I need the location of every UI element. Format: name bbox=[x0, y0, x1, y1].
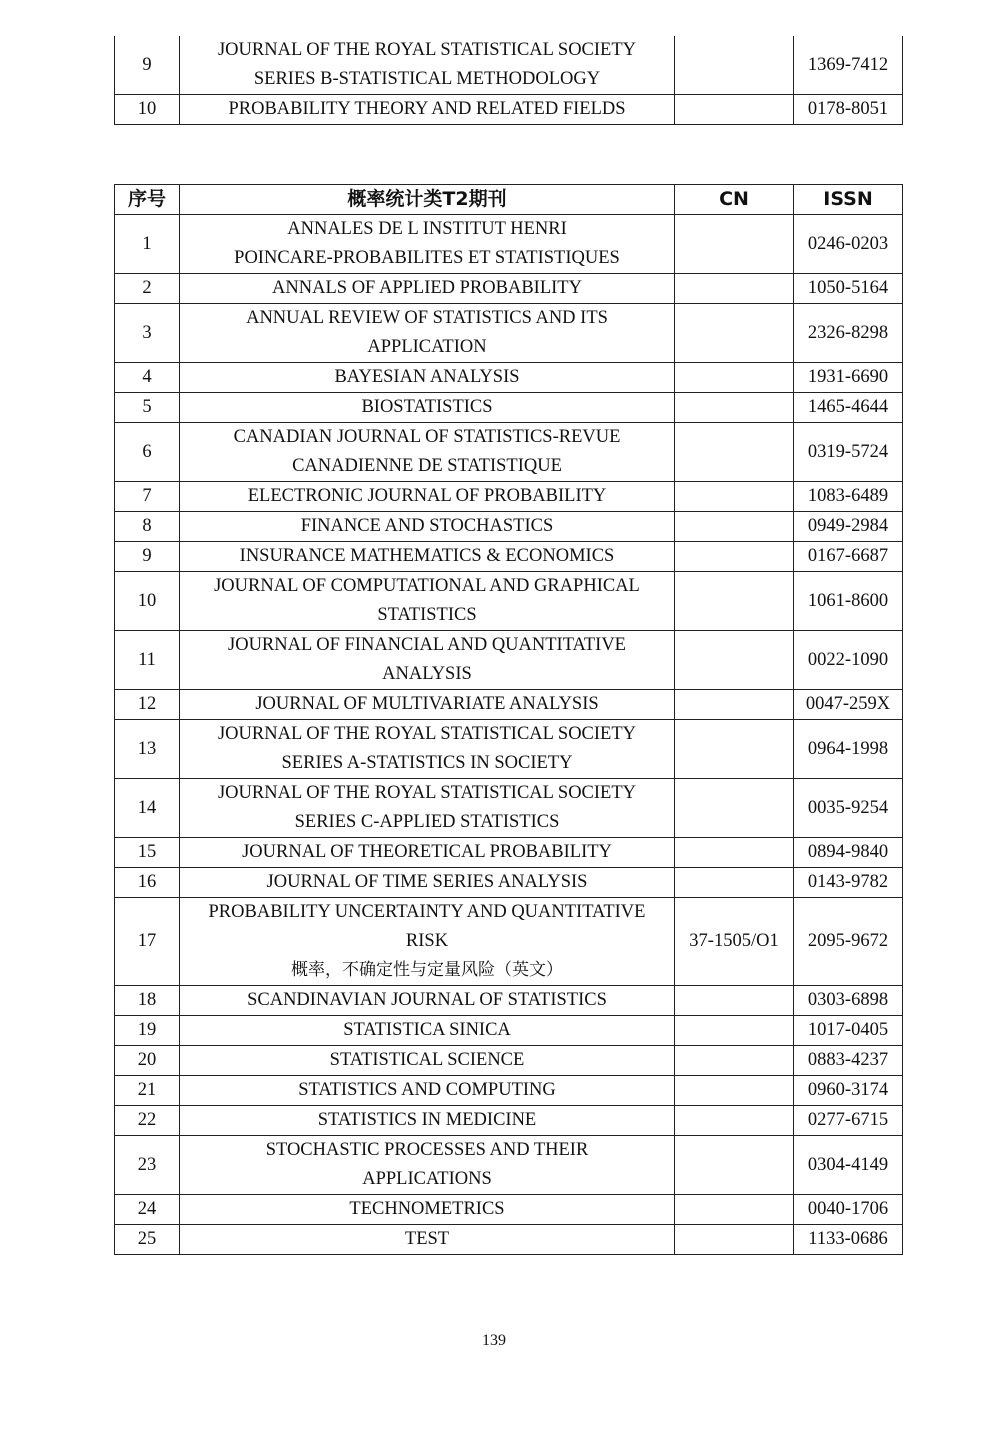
header-no: 序号 bbox=[115, 185, 180, 215]
table-row bbox=[115, 1046, 903, 1076]
row-number: 5 bbox=[115, 393, 180, 423]
journal-issn: 0319-5724 bbox=[794, 423, 903, 482]
journal-title-line: PROBABILITY THEORY AND RELATED FIELDS bbox=[228, 99, 626, 119]
table-row bbox=[115, 512, 903, 542]
journal-cn bbox=[675, 423, 794, 482]
table-row bbox=[115, 363, 903, 393]
journal-issn: 1061-8600 bbox=[794, 572, 903, 631]
row-number: 23 bbox=[115, 1136, 180, 1195]
journal-title bbox=[180, 1195, 675, 1225]
journal-issn: 0960-3174 bbox=[794, 1076, 903, 1106]
table-row bbox=[115, 838, 903, 868]
journal-title-line: STATISTICAL SCIENCE bbox=[329, 1050, 525, 1070]
table-row bbox=[115, 304, 903, 363]
journal-cn bbox=[675, 986, 794, 1016]
table-row bbox=[115, 482, 903, 512]
table-row bbox=[115, 393, 903, 423]
row-number: 18 bbox=[115, 986, 180, 1016]
row-number: 16 bbox=[115, 868, 180, 898]
journal-title-line: JOURNAL OF FINANCIAL AND QUANTITATIVE bbox=[228, 635, 626, 655]
journal-title-line: JOURNAL OF THE ROYAL STATISTICAL SOCIETY bbox=[217, 40, 637, 60]
row-number: 21 bbox=[115, 1076, 180, 1106]
t2-journal-table bbox=[114, 184, 903, 1255]
journal-title-line: SERIES B-STATISTICAL METHODOLOGY bbox=[253, 69, 601, 89]
journal-title-line: POINCARE-PROBABILITES ET STATISTIQUES bbox=[234, 248, 620, 268]
journal-cn bbox=[675, 1076, 794, 1106]
journal-title-line: INSURANCE MATHEMATICS & ECONOMICS bbox=[239, 546, 615, 566]
journal-cn bbox=[675, 1046, 794, 1076]
journal-issn: 0303-6898 bbox=[794, 986, 903, 1016]
journal-title-line: FINANCE AND STOCHASTICS bbox=[300, 516, 554, 536]
journal-issn: 0047-259X bbox=[794, 690, 903, 720]
journal-cn bbox=[675, 363, 794, 393]
journal-title bbox=[180, 36, 675, 95]
table-row bbox=[115, 720, 903, 779]
journal-title-line: 概率，不确定性与定量风险（英文） bbox=[291, 960, 563, 980]
table-row bbox=[115, 1076, 903, 1106]
table-row bbox=[115, 215, 903, 274]
row-number: 6 bbox=[115, 423, 180, 482]
journal-issn: 1931-6690 bbox=[794, 363, 903, 393]
journal-cn bbox=[675, 720, 794, 779]
journal-title bbox=[180, 95, 675, 125]
journal-cn bbox=[675, 215, 794, 274]
journal-title bbox=[180, 986, 675, 1016]
journal-title-line: ANNALS OF APPLIED PROBABILITY bbox=[272, 278, 582, 298]
journal-title-line: BAYESIAN ANALYSIS bbox=[334, 367, 520, 387]
journal-title bbox=[180, 1016, 675, 1046]
journal-issn: 0246-0203 bbox=[794, 215, 903, 274]
row-number: 22 bbox=[115, 1106, 180, 1136]
table-row bbox=[115, 1225, 903, 1255]
table-row bbox=[115, 36, 903, 95]
journal-title-line: PROBABILITY UNCERTAINTY AND QUANTITATIVE bbox=[208, 902, 646, 922]
journal-title bbox=[180, 720, 675, 779]
journal-title bbox=[180, 1076, 675, 1106]
journal-title-line: JOURNAL OF MULTIVARIATE ANALYSIS bbox=[255, 694, 599, 714]
journal-title bbox=[180, 631, 675, 690]
journal-cn bbox=[675, 779, 794, 838]
header-issn: ISSN bbox=[794, 185, 903, 215]
table-row bbox=[115, 1106, 903, 1136]
journal-title-line: JOURNAL OF THE ROYAL STATISTICAL SOCIETY bbox=[217, 783, 637, 803]
journal-cn bbox=[675, 393, 794, 423]
journal-title-line: STATISTICS bbox=[377, 605, 477, 625]
journal-cn bbox=[675, 838, 794, 868]
journal-issn: 0040-1706 bbox=[794, 1195, 903, 1225]
journal-issn: 0022-1090 bbox=[794, 631, 903, 690]
journal-issn: 0143-9782 bbox=[794, 868, 903, 898]
journal-cn bbox=[675, 304, 794, 363]
journal-title bbox=[180, 868, 675, 898]
journal-title bbox=[180, 898, 675, 986]
journal-cn bbox=[675, 512, 794, 542]
journal-cn bbox=[675, 1136, 794, 1195]
row-number: 14 bbox=[115, 779, 180, 838]
journal-title bbox=[180, 215, 675, 274]
row-number: 15 bbox=[115, 838, 180, 868]
journal-title bbox=[180, 363, 675, 393]
row-number: 10 bbox=[115, 95, 180, 125]
table-header-row bbox=[115, 185, 903, 215]
journal-cn bbox=[675, 572, 794, 631]
journal-title-line: TECHNOMETRICS bbox=[349, 1199, 505, 1219]
journal-title-line: BIOSTATISTICS bbox=[361, 397, 493, 417]
journal-issn: 0894-9840 bbox=[794, 838, 903, 868]
journal-issn: 1050-5164 bbox=[794, 274, 903, 304]
journal-title-line: SCANDINAVIAN JOURNAL OF STATISTICS bbox=[247, 990, 607, 1010]
table-row bbox=[115, 1195, 903, 1225]
table-row bbox=[115, 95, 903, 125]
table-row bbox=[115, 572, 903, 631]
continued-table-body bbox=[115, 36, 903, 125]
table-row bbox=[115, 1136, 903, 1195]
journal-title-line: CANADIAN JOURNAL OF STATISTICS-REVUE bbox=[233, 427, 621, 447]
journal-cn bbox=[675, 1195, 794, 1225]
journal-title bbox=[180, 779, 675, 838]
journal-cn bbox=[675, 1106, 794, 1136]
table-row bbox=[115, 690, 903, 720]
journal-cn bbox=[675, 36, 794, 95]
journal-title bbox=[180, 1225, 675, 1255]
journal-title-line: JOURNAL OF THEORETICAL PROBABILITY bbox=[242, 842, 612, 862]
journal-title-line: STATISTICS AND COMPUTING bbox=[298, 1080, 556, 1100]
row-number: 25 bbox=[115, 1225, 180, 1255]
row-number: 8 bbox=[115, 512, 180, 542]
header-title: 概率统计类T2期刊 bbox=[180, 185, 675, 215]
row-number: 2 bbox=[115, 274, 180, 304]
journal-title bbox=[180, 838, 675, 868]
table-row bbox=[115, 542, 903, 572]
journal-issn: 2326-8298 bbox=[794, 304, 903, 363]
table-row bbox=[115, 779, 903, 838]
journal-issn: 0277-6715 bbox=[794, 1106, 903, 1136]
journal-title bbox=[180, 393, 675, 423]
table-row bbox=[115, 986, 903, 1016]
journal-title-line: ANNALES DE L INSTITUT HENRI bbox=[287, 219, 567, 239]
journal-title-line: STOCHASTIC PROCESSES AND THEIR bbox=[265, 1140, 589, 1160]
journal-title bbox=[180, 274, 675, 304]
t2-table-body bbox=[115, 215, 903, 1255]
journal-issn: 0035-9254 bbox=[794, 779, 903, 838]
journal-title-line: ELECTRONIC JOURNAL OF PROBABILITY bbox=[247, 486, 607, 506]
table-row bbox=[115, 898, 903, 986]
journal-title-line: ANALYSIS bbox=[382, 664, 472, 684]
row-number: 13 bbox=[115, 720, 180, 779]
journal-issn: 0883-4237 bbox=[794, 1046, 903, 1076]
row-number: 19 bbox=[115, 1016, 180, 1046]
row-number: 3 bbox=[115, 304, 180, 363]
journal-issn: 2095-9672 bbox=[794, 898, 903, 986]
journal-issn: 0167-6687 bbox=[794, 542, 903, 572]
journal-title bbox=[180, 423, 675, 482]
table-row bbox=[115, 868, 903, 898]
journal-cn bbox=[675, 482, 794, 512]
journal-title bbox=[180, 512, 675, 542]
journal-issn: 1465-4644 bbox=[794, 393, 903, 423]
table-row bbox=[115, 1016, 903, 1046]
journal-issn: 0178-8051 bbox=[794, 95, 903, 125]
row-number: 17 bbox=[115, 898, 180, 986]
journal-issn: 0304-4149 bbox=[794, 1136, 903, 1195]
journal-cn bbox=[675, 1016, 794, 1046]
journal-issn: 0964-1998 bbox=[794, 720, 903, 779]
journal-issn: 1133-0686 bbox=[794, 1225, 903, 1255]
row-number: 20 bbox=[115, 1046, 180, 1076]
table-row bbox=[115, 423, 903, 482]
table-row bbox=[115, 631, 903, 690]
journal-title-line: JOURNAL OF COMPUTATIONAL AND GRAPHICAL bbox=[214, 576, 640, 596]
journal-cn: 37-1505/O1 bbox=[675, 898, 794, 986]
row-number: 12 bbox=[115, 690, 180, 720]
journal-title bbox=[180, 1136, 675, 1195]
journal-title-line: SERIES C-APPLIED STATISTICS bbox=[294, 812, 560, 832]
row-number: 24 bbox=[115, 1195, 180, 1225]
journal-title-line: APPLICATIONS bbox=[362, 1169, 492, 1189]
journal-issn: 0949-2984 bbox=[794, 512, 903, 542]
journal-title-line: STATISTICA SINICA bbox=[343, 1020, 511, 1040]
journal-cn bbox=[675, 1225, 794, 1255]
journal-issn: 1369-7412 bbox=[794, 36, 903, 95]
journal-title bbox=[180, 1106, 675, 1136]
header-cn: CN bbox=[675, 185, 794, 215]
journal-title-line: JOURNAL OF TIME SERIES ANALYSIS bbox=[266, 872, 588, 892]
journal-issn: 1083-6489 bbox=[794, 482, 903, 512]
page-number: 139 bbox=[482, 1332, 506, 1349]
journal-issn: 1017-0405 bbox=[794, 1016, 903, 1046]
journal-title bbox=[180, 1046, 675, 1076]
journal-title-line: TEST bbox=[404, 1229, 450, 1249]
journal-title bbox=[180, 542, 675, 572]
journal-cn bbox=[675, 690, 794, 720]
journal-title-line: ANNUAL REVIEW OF STATISTICS AND ITS bbox=[246, 308, 608, 328]
journal-cn bbox=[675, 95, 794, 125]
row-number: 7 bbox=[115, 482, 180, 512]
row-number: 9 bbox=[115, 542, 180, 572]
row-number: 4 bbox=[115, 363, 180, 393]
journal-cn bbox=[675, 631, 794, 690]
journal-cn bbox=[675, 542, 794, 572]
journal-title-line: JOURNAL OF THE ROYAL STATISTICAL SOCIETY bbox=[217, 724, 637, 744]
row-number: 10 bbox=[115, 572, 180, 631]
journal-title-line: APPLICATION bbox=[367, 337, 487, 357]
journal-cn bbox=[675, 868, 794, 898]
journal-title bbox=[180, 690, 675, 720]
row-number: 11 bbox=[115, 631, 180, 690]
journal-title-line: RISK bbox=[405, 931, 449, 951]
journal-title bbox=[180, 572, 675, 631]
row-number: 1 bbox=[115, 215, 180, 274]
journal-title-line: SERIES A-STATISTICS IN SOCIETY bbox=[281, 753, 573, 773]
journal-title-line: STATISTICS IN MEDICINE bbox=[317, 1110, 537, 1130]
row-number: 9 bbox=[115, 36, 180, 95]
journal-title-line: CANADIENNE DE STATISTIQUE bbox=[292, 456, 562, 476]
continued-journal-table bbox=[114, 36, 903, 125]
journal-title bbox=[180, 482, 675, 512]
journal-cn bbox=[675, 274, 794, 304]
journal-title bbox=[180, 304, 675, 363]
table-row bbox=[115, 274, 903, 304]
